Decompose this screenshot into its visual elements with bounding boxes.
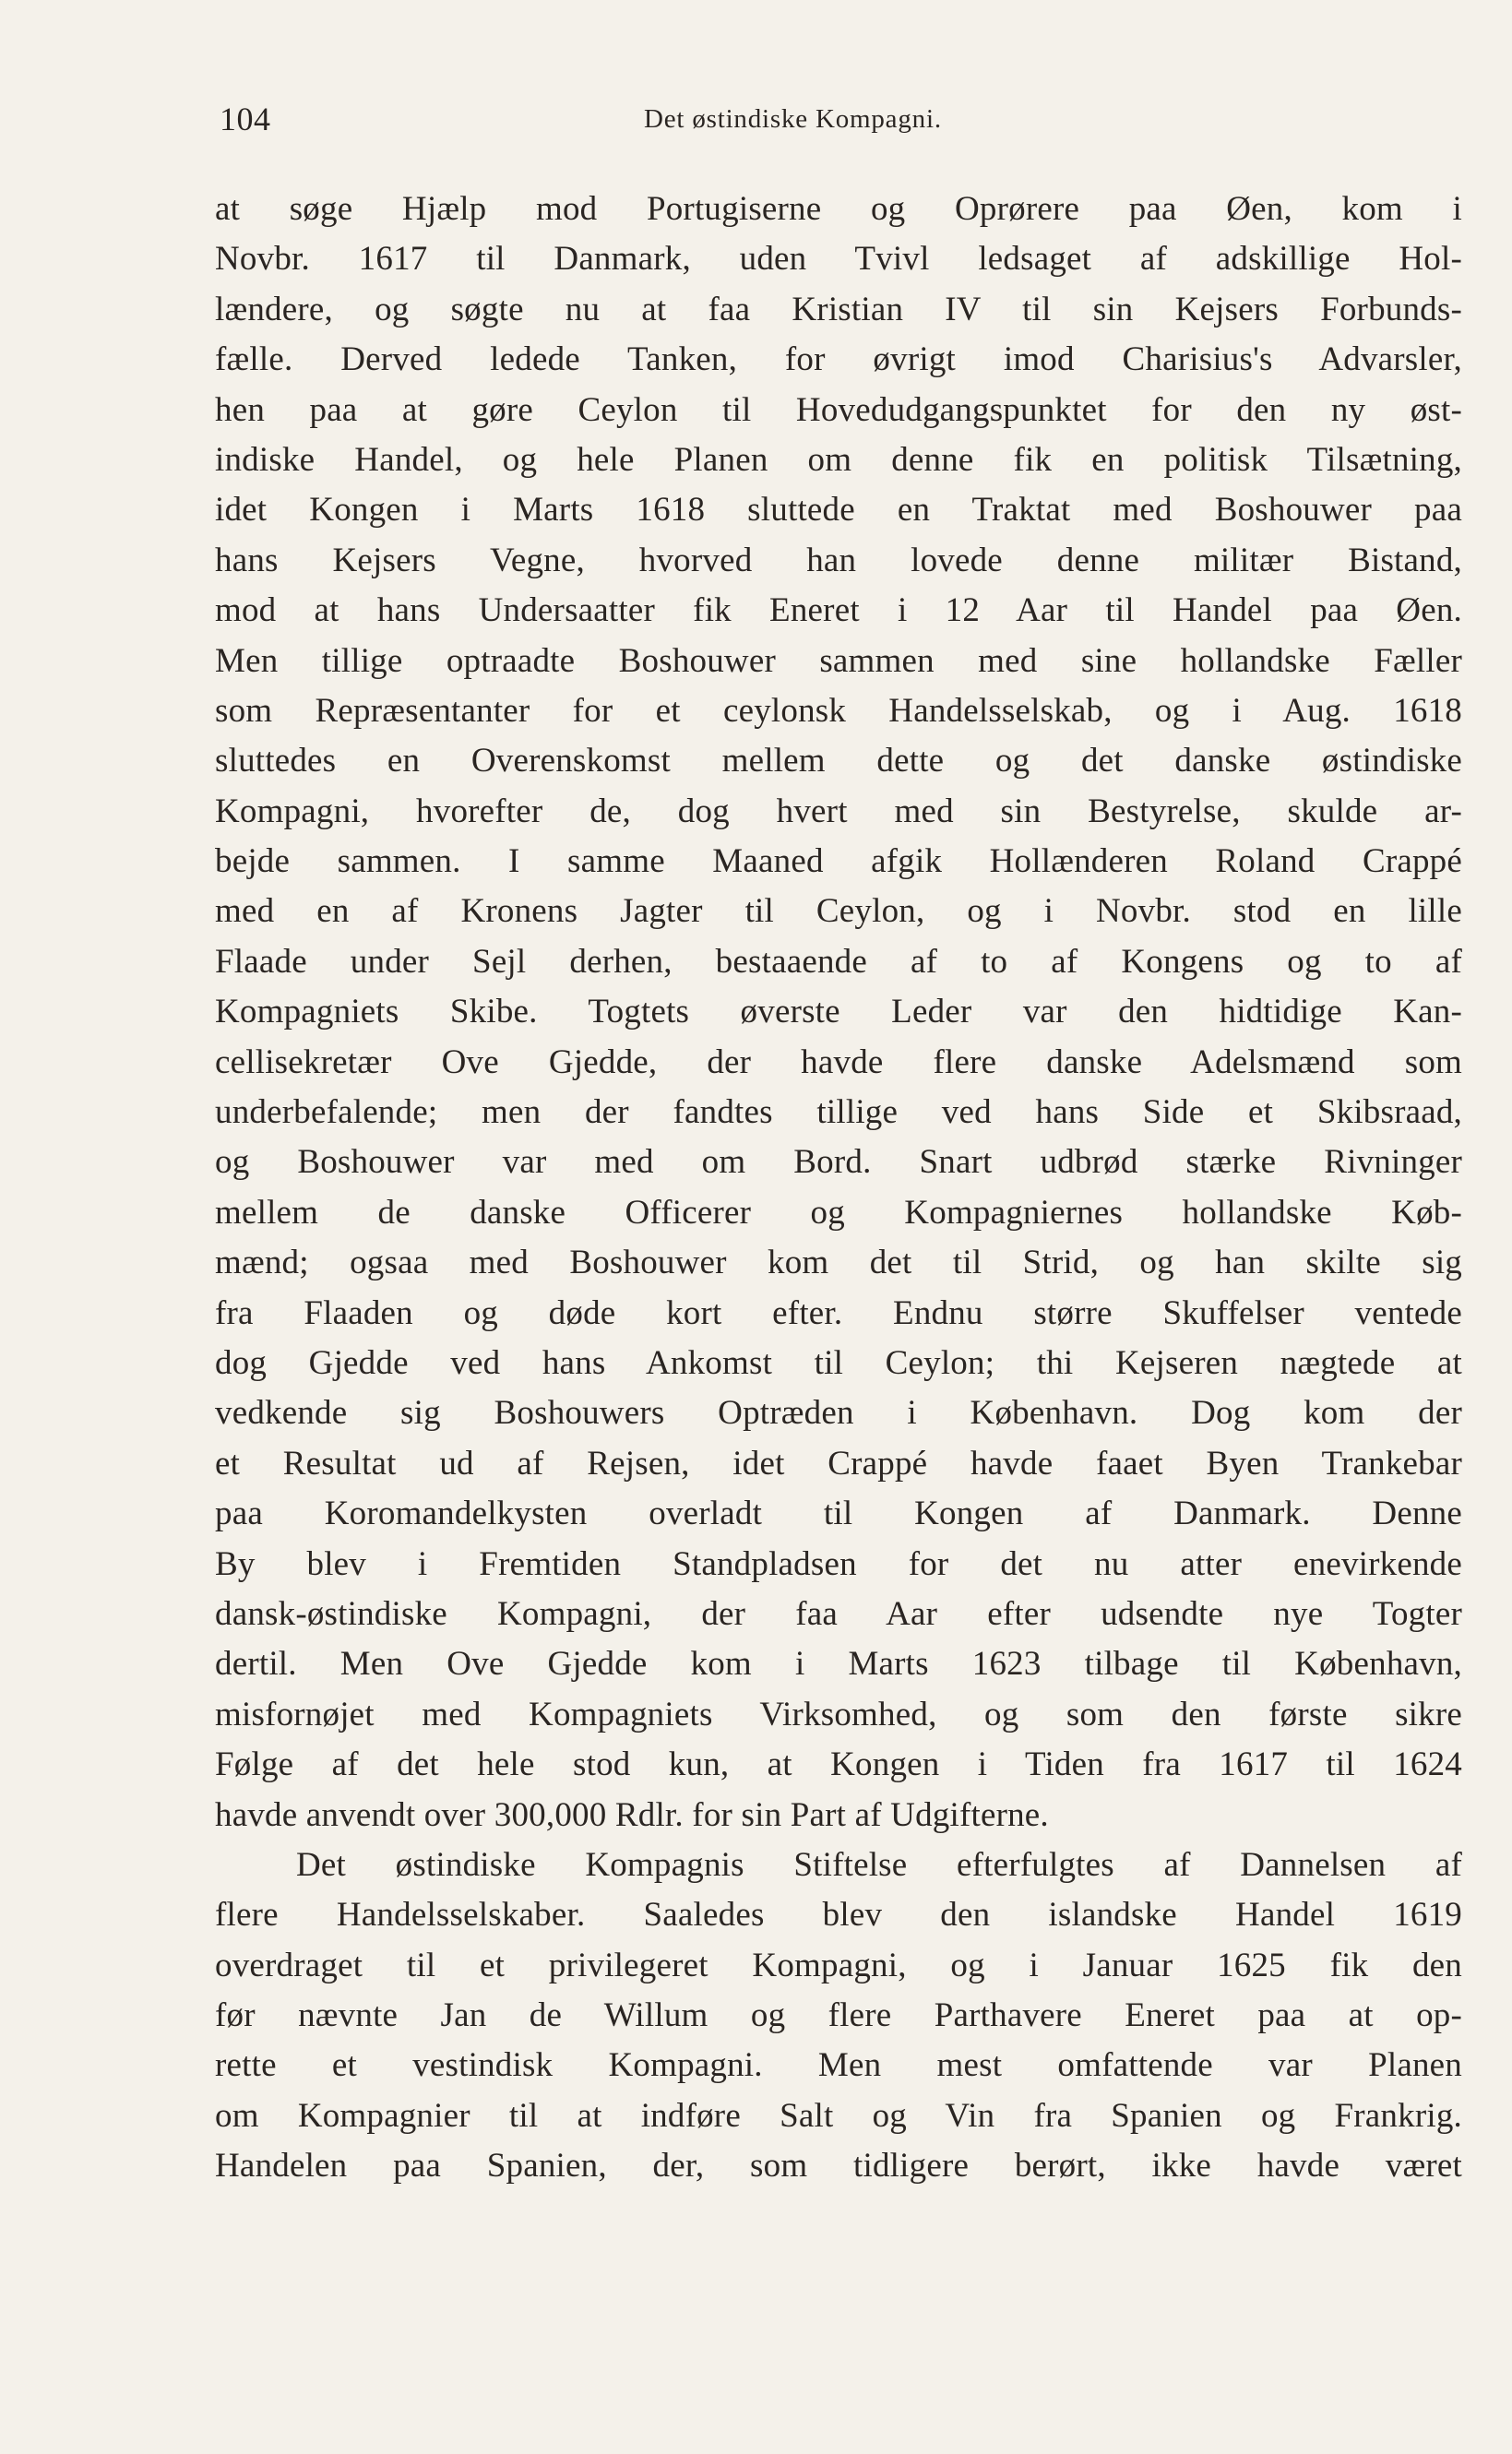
text-line: misfornøjet med Kompagniets Virksomhed, og som den første sikre [215,1695,1462,1733]
text-line: som Repræsentanter for et ceylonsk Handelsselskab, og i Aug. 1618 [215,691,1462,730]
text-line: mænd; ogsaa med Boshouwer kom det til Strid, og han skilte sig [215,1244,1462,1282]
text-line: fælle. Derved ledede Tanken, for øvrigt imod Charisius's Advarsler, [215,340,1462,379]
text-line: indiske Handel, og hele Planen om denne fik en politisk Tilsætning, [215,440,1462,479]
text-line: rette et vestindisk Kompagni. Men mest omfattende var Planen [215,2046,1462,2085]
text-line: Flaade under Sejl derhen, bestaaende af to af Kongens og to af [215,942,1462,981]
text-line: at søge Hjælp mod Portugiserne og Oprørere paa Øen, kom i [215,190,1462,228]
text-line: havde anvendt over 300,000 Rdlr. for sin Part af Udgifterne. [215,1795,1049,1834]
text-line: By blev i Fremtiden Standpladsen for det nu atter enevirkende [215,1544,1462,1583]
page-number: 104 [220,101,271,137]
running-header [220,96,1462,142]
text-line: Men tillige optraadte Boshouwer sammen med sine hollandske Fæller [215,641,1462,680]
text-line: Novbr. 1617 til Danmark, uden Tvivl ledsaget af adskillige Hol- [215,240,1462,279]
text-line: dog Gjedde ved hans Ankomst til Ceylon; thi Kejseren nægtede at [215,1343,1462,1382]
text-line: sluttedes en Overenskomst mellem dette og det danske østindiske [215,742,1462,780]
running-title: Det østindiske Kompagni. [644,104,942,134]
text-line: fra Flaaden og døde kort efter. Endnu større Skuffelser ventede [215,1293,1462,1332]
text-line: underbefalende; men der fandtes tillige ved hans Side et Skibsraad, [215,1093,1462,1132]
text-line: dansk-østindiske Kompagni, der faa Aar efter udsendte nye Togter [215,1594,1462,1633]
text-line: før nævnte Jan de Willum og flere Parthavere Eneret paa at op- [215,1996,1462,2035]
text-line: dertil. Men Ove Gjedde kom i Marts 1623 tilbage til København, [215,1645,1462,1684]
text-line: lændere, og søgte nu at faa Kristian IV til sin Kejsers Forbunds- [215,290,1462,328]
text-line: bejde sammen. I samme Maaned afgik Hollænderen Roland Crappé [215,842,1462,881]
text-line: og Boshouwer var med om Bord. Snart udbrød stærke Rivninger [215,1143,1462,1182]
text-line: hans Kejsers Vegne, hvorved han lovede denne militær Bistand, [215,541,1462,579]
text-line: Følge af det hele stod kun, at Kongen i Tiden fra 1617 til 1624 [215,1745,1462,1784]
text-line: vedkende sig Boshouwers Optræden i København. Dog kom der [215,1394,1462,1433]
text-line: Kompagni, hvorefter de, dog hvert med sin Bestyrelse, skulde ar- [215,792,1462,830]
text-line: med en af Kronens Jagter til Ceylon, og i Novbr. stod en lille [215,892,1462,931]
text-line: et Resultat ud af Rejsen, idet Crappé havde faaet Byen Trankebar [215,1444,1462,1483]
text-line: overdraget til et privilegeret Kompagni, og i Januar 1625 fik den [215,1946,1462,1984]
text-line: hen paa at gøre Ceylon til Hovedudgangspunktet for den ny øst- [215,390,1462,429]
text-line: mod at hans Undersaatter fik Eneret i 12 Aar til Handel paa Øen. [215,591,1462,630]
text-line: om Kompagnier til at indføre Salt og Vin fra Spanien og Frankrig. [215,2096,1462,2135]
body-text [215,185,1462,2192]
text-line: mellem de danske Officerer og Kompagniernes hollandske Køb- [215,1193,1462,1232]
text-line: cellisekretær Ove Gjedde, der havde flere danske Adelsmænd som [215,1042,1462,1081]
text-line: paa Koromandelkysten overladt til Kongen af Danmark. Denne [215,1495,1462,1533]
text-line: flere Handelsselskaber. Saaledes blev den islandske Handel 1619 [215,1896,1462,1935]
text-line: Kompagniets Skibe. Togtets øverste Leder var den hidtidige Kan- [215,993,1462,1031]
text-line: idet Kongen i Marts 1618 sluttede en Traktat med Boshouwer paa [215,491,1462,530]
text-line: Handelen paa Spanien, der, som tidligere berørt, ikke havde været [215,2147,1462,2186]
text-line: Det østindiske Kompagnis Stiftelse efterfulgtes af Dannelsen af [296,1845,1462,1884]
